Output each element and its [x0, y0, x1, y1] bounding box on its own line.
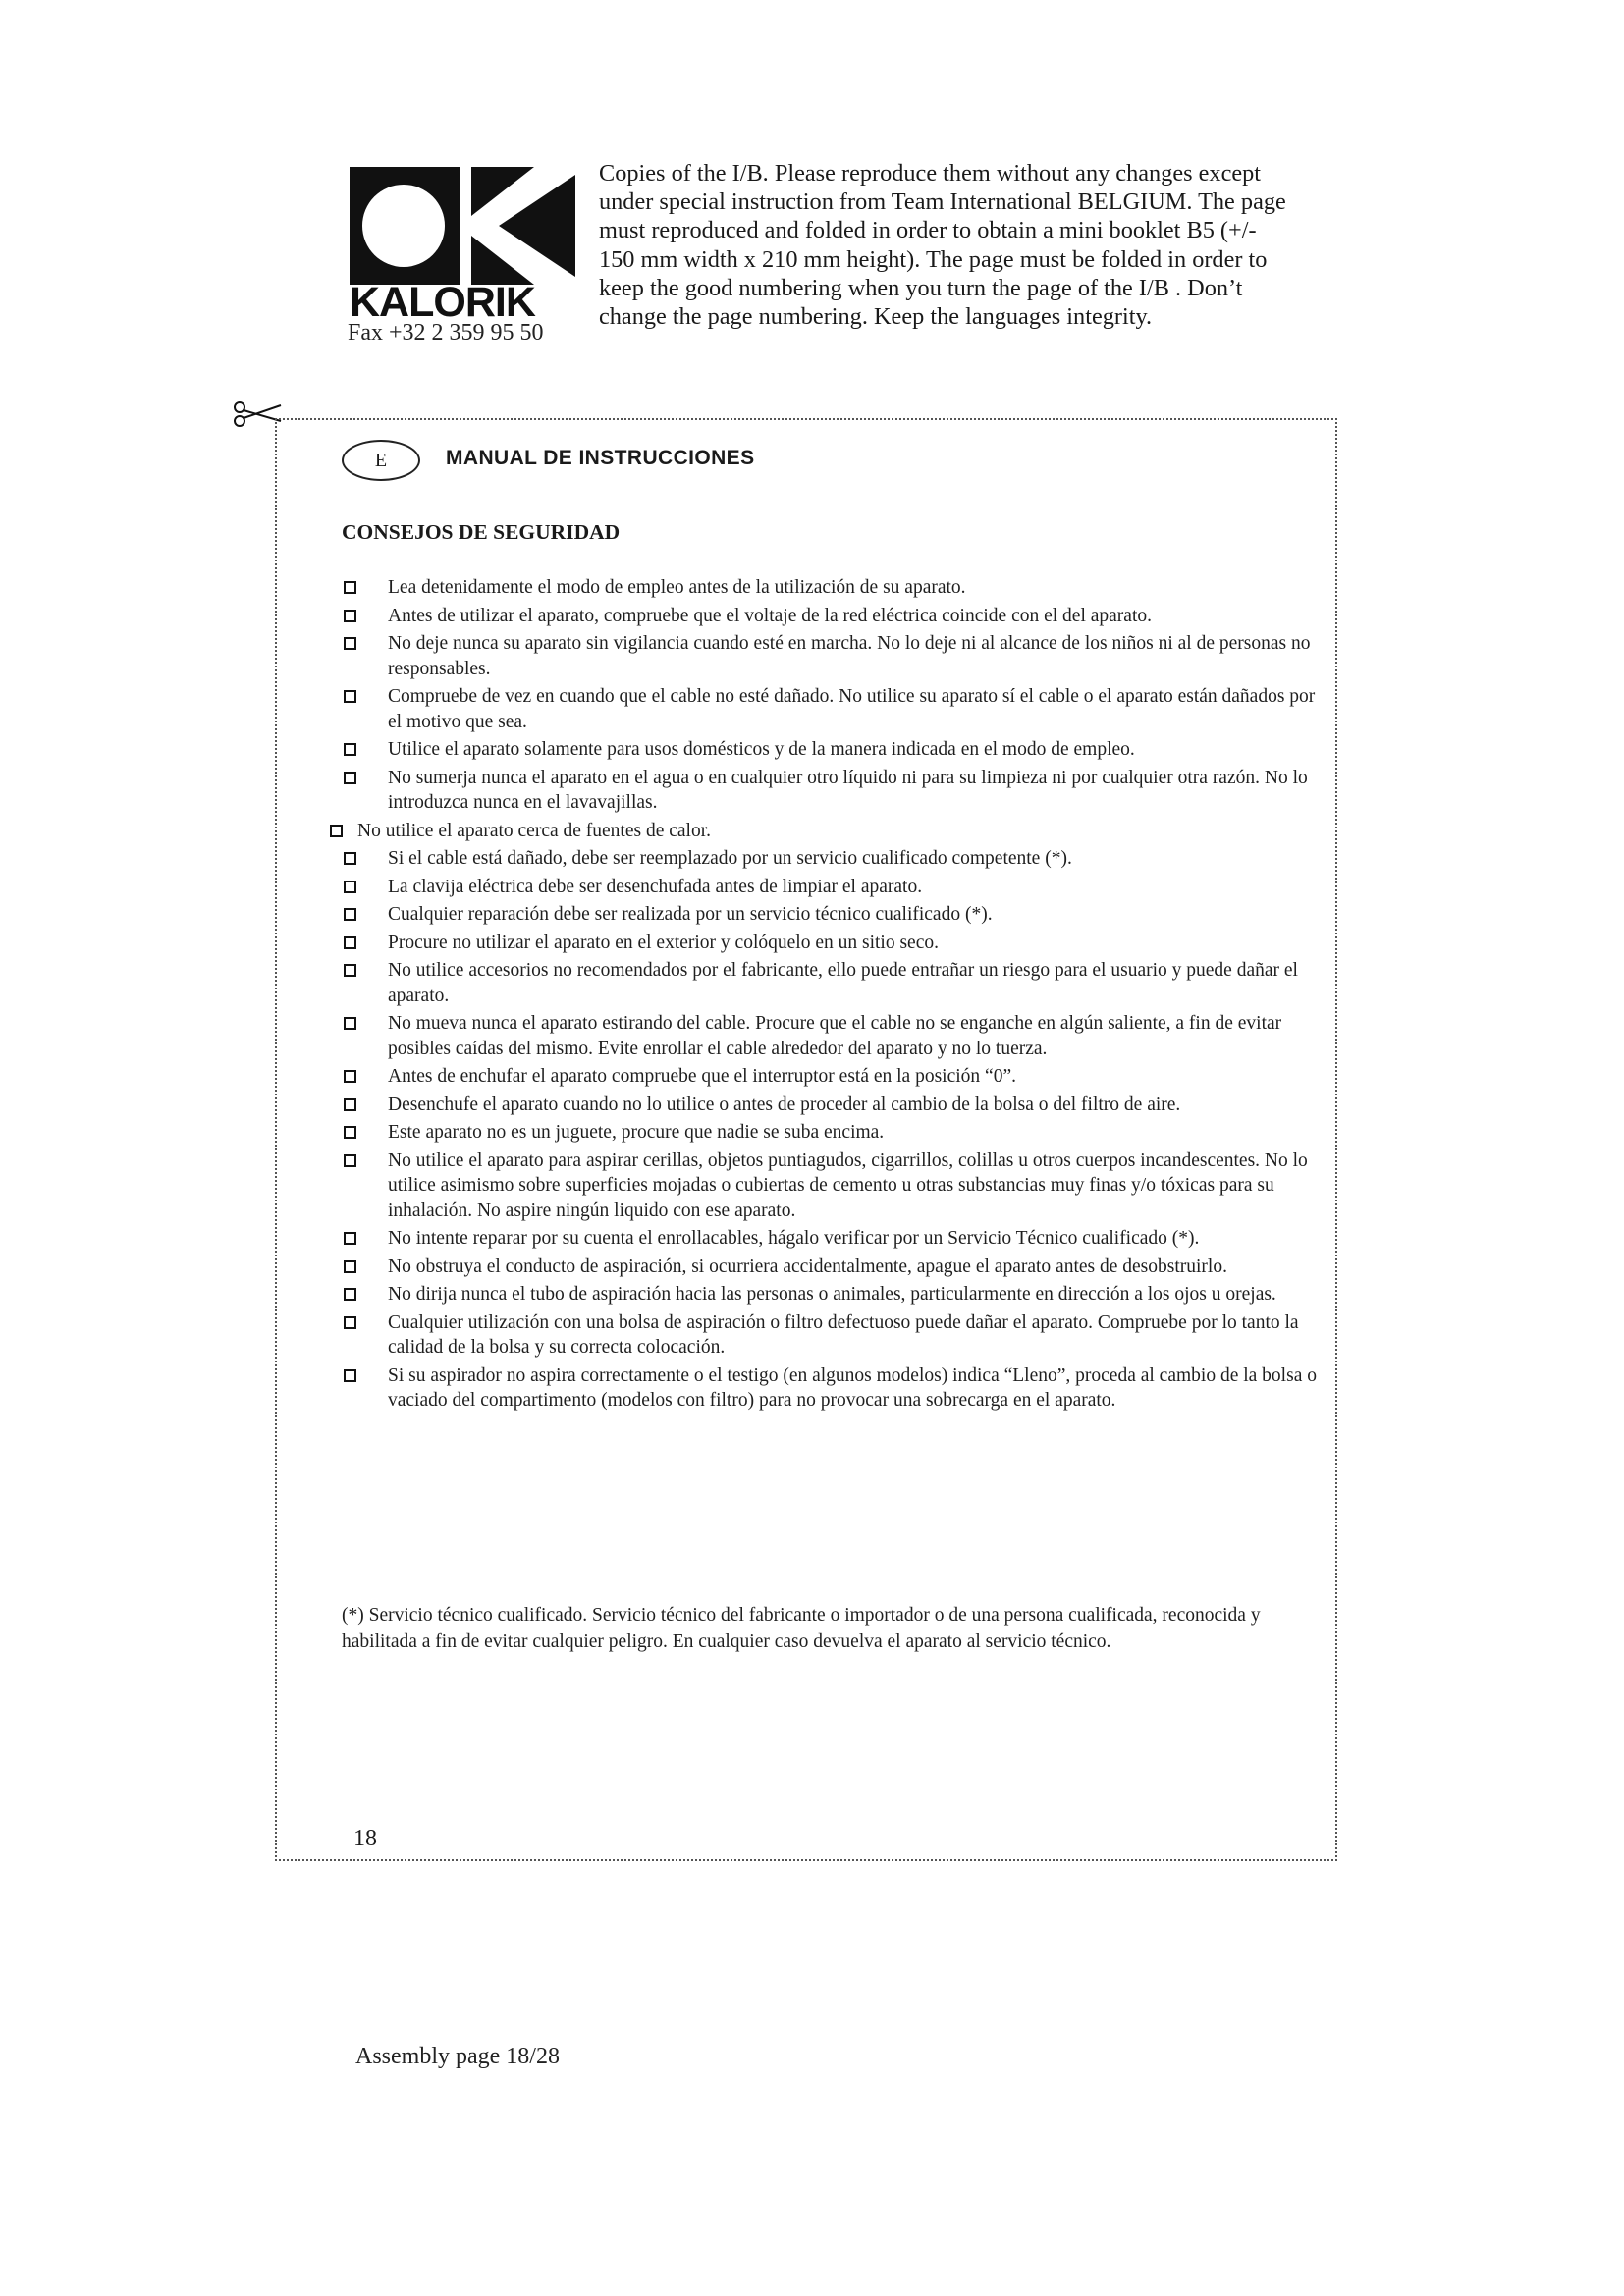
list-item-text: Lea detenidamente el modo de empleo antes de la utilización de su aparato. [388, 577, 966, 598]
list-item [342, 684, 1324, 734]
list-item [328, 819, 1324, 844]
checkbox-icon [344, 881, 356, 893]
checkbox-icon [344, 1070, 356, 1083]
list-item [342, 1363, 1324, 1414]
list-item [342, 766, 1324, 816]
checkbox-icon [344, 852, 356, 865]
checkbox-icon [344, 637, 356, 650]
list-item [342, 1011, 1324, 1061]
safety-list [342, 575, 1324, 1416]
list-item-text: Procure no utilizar el aparato en el exterior y colóquelo en un sitio seco. [388, 932, 939, 953]
logo-wordmark: KALORIK [350, 279, 535, 326]
list-item [342, 958, 1324, 1008]
checkbox-icon [344, 772, 356, 784]
list-item-text: Antes de enchufar el aparato compruebe que el interruptor está en la posición “0”. [388, 1066, 1016, 1087]
checkbox-icon [344, 1316, 356, 1329]
list-item-text: No utilice el aparato cerca de fuentes de calor. [357, 820, 712, 841]
checkbox-icon [344, 908, 356, 921]
list-item [342, 902, 1324, 928]
checkbox-icon [344, 1288, 356, 1301]
page-number: 18 [353, 1826, 377, 1851]
list-item [342, 575, 1324, 601]
checkbox-icon [344, 690, 356, 703]
list-item-text: Cualquier reparación debe ser realizada por un servicio técnico cualificado (*). [388, 904, 993, 925]
checkbox-icon [344, 1017, 356, 1030]
kalorik-logo-icon [350, 167, 575, 285]
list-item [342, 931, 1324, 956]
list-item [342, 737, 1324, 763]
checkbox-icon [344, 581, 356, 594]
checkbox-icon [344, 1232, 356, 1245]
list-item-text: La clavija eléctrica debe ser desenchufada antes de limpiar el aparato. [388, 876, 923, 897]
list-item [342, 875, 1324, 900]
list-item-text: No dirija nunca el tubo de aspiración hacia las personas o animales, particularmente en dirección a los ojos u orejas. [388, 1284, 1276, 1305]
list-item [342, 1255, 1324, 1280]
assembly-page-label: Assembly page 18/28 [355, 2044, 560, 2069]
checkbox-icon [344, 964, 356, 977]
list-item-text: No obstruya el conducto de aspiración, si ocurriera accidentalmente, apague el aparato antes de desobstruirlo. [388, 1255, 1227, 1277]
language-badge: E [342, 440, 420, 481]
section-title: CONSEJOS DE SEGURIDAD [342, 520, 621, 544]
kalorik-logo [350, 167, 575, 324]
list-item [342, 604, 1324, 629]
list-item [342, 1093, 1324, 1118]
list-item-text: Utilice el aparato solamente para usos domésticos y de la manera indicada en el modo de empleo. [388, 739, 1135, 760]
list-item-text: Antes de utilizar el aparato, compruebe que el voltaje de la red eléctrica coincide con el del aparato. [388, 605, 1152, 626]
checkbox-icon [344, 610, 356, 622]
manual-title: MANUAL DE INSTRUCCIONES [446, 447, 755, 469]
list-item-text: No sumerja nunca el aparato en el agua o en cualquier otro líquido ni para su limpieza ni por cualquier otra razón. No lo introduzca nunca en el lavavajillas. [388, 767, 1308, 813]
checkbox-icon [344, 1098, 356, 1111]
list-item-text: No intente reparar por su cuenta el enrollacables, hágalo verificar por un Servicio Técnico cualificado (*). [388, 1228, 1200, 1249]
list-item [342, 1120, 1324, 1146]
checkbox-icon [344, 1154, 356, 1167]
list-item [342, 1064, 1324, 1090]
list-item [342, 1310, 1324, 1361]
list-item-text: Si su aspirador no aspira correctamente o el testigo (en algunos modelos) indica “Lleno”, proceda al cambio de la bolsa o vaciado del compartimento (modelos con filtro) para no provocar una sobrecarga en el aparato. [388, 1364, 1317, 1411]
list-item [342, 846, 1324, 872]
checkbox-icon [344, 1126, 356, 1139]
list-item-text: Cualquier utilización con una bolsa de aspiración o filtro defectuoso puede dañar el aparato. Compruebe por lo tanto la calidad de la bolsa y su correcta colocación. [388, 1311, 1299, 1358]
list-item-text: No mueva nunca el aparato estirando del cable. Procure que el cable no se enganche en algún saliente, a fin de evitar posibles caídas del mismo. Evite enrollar el cable alrededor del aparato y no lo tuerza. [388, 1013, 1282, 1059]
list-item-text: Compruebe de vez en cuando que el cable no esté dañado. No utilice su aparato sí el cable o el aparato están dañados por el motivo que sea. [388, 686, 1316, 732]
list-item [342, 1148, 1324, 1224]
list-item-text: No utilice el aparato para aspirar cerillas, objetos puntiagudos, cigarrillos, colillas u otros cuerpos incandescentes. No lo utilice asimismo sobre superficies mojadas o cubiertas de cemento u otras substancias muy finas y/o tóxicas para su inhalación. No aspire ningún liquido con ese aparato. [388, 1149, 1308, 1221]
reproduction-instructions: Copies of the I/B. Please reproduce them without any changes except under special instruction from Team International BELGIUM. The page must reproduced and folded in order to obtain a mini booklet B5 (+/- 150 mm width x 210 mm height). The page must be folded in order to keep the good numbering when you turn the page of the I/B . Don’t change the page numbering. Keep the languages integrity. [599, 160, 1286, 331]
list-item [342, 1226, 1324, 1252]
list-item [342, 631, 1324, 681]
list-item-text: No deje nunca su aparato sin vigilancia cuando esté en marcha. No lo deje ni al alcance de los niños ni al de personas no responsables. [388, 633, 1311, 679]
checkbox-icon [330, 825, 343, 837]
checkbox-icon [344, 936, 356, 949]
fax-number: Fax +32 2 359 95 50 [348, 320, 544, 346]
checkbox-icon [344, 1260, 356, 1273]
checkbox-icon [344, 743, 356, 756]
list-item-text: No utilice accesorios no recomendados por el fabricante, ello puede entrañar un riesgo para el usuario y puede dañar el aparato. [388, 960, 1298, 1006]
checkbox-icon [344, 1369, 356, 1382]
list-item-text: Si el cable está dañado, debe ser reemplazado por un servicio cualificado competente (*). [388, 848, 1072, 869]
footnote: (*) Servicio técnico cualificado. Servicio técnico del fabricante o importador o de una persona cualificada, reconocida y habilitada a fin de evitar cualquier peligro. En cualquier caso devuelva el aparato al servicio técnico. [342, 1605, 1261, 1652]
list-item-text: Este aparato no es un juguete, procure que nadie se suba encima. [388, 1122, 885, 1143]
list-item-text: Desenchufe el aparato cuando no lo utilice o antes de proceder al cambio de la bolsa o del filtro de aire. [388, 1094, 1181, 1115]
list-item [342, 1282, 1324, 1308]
